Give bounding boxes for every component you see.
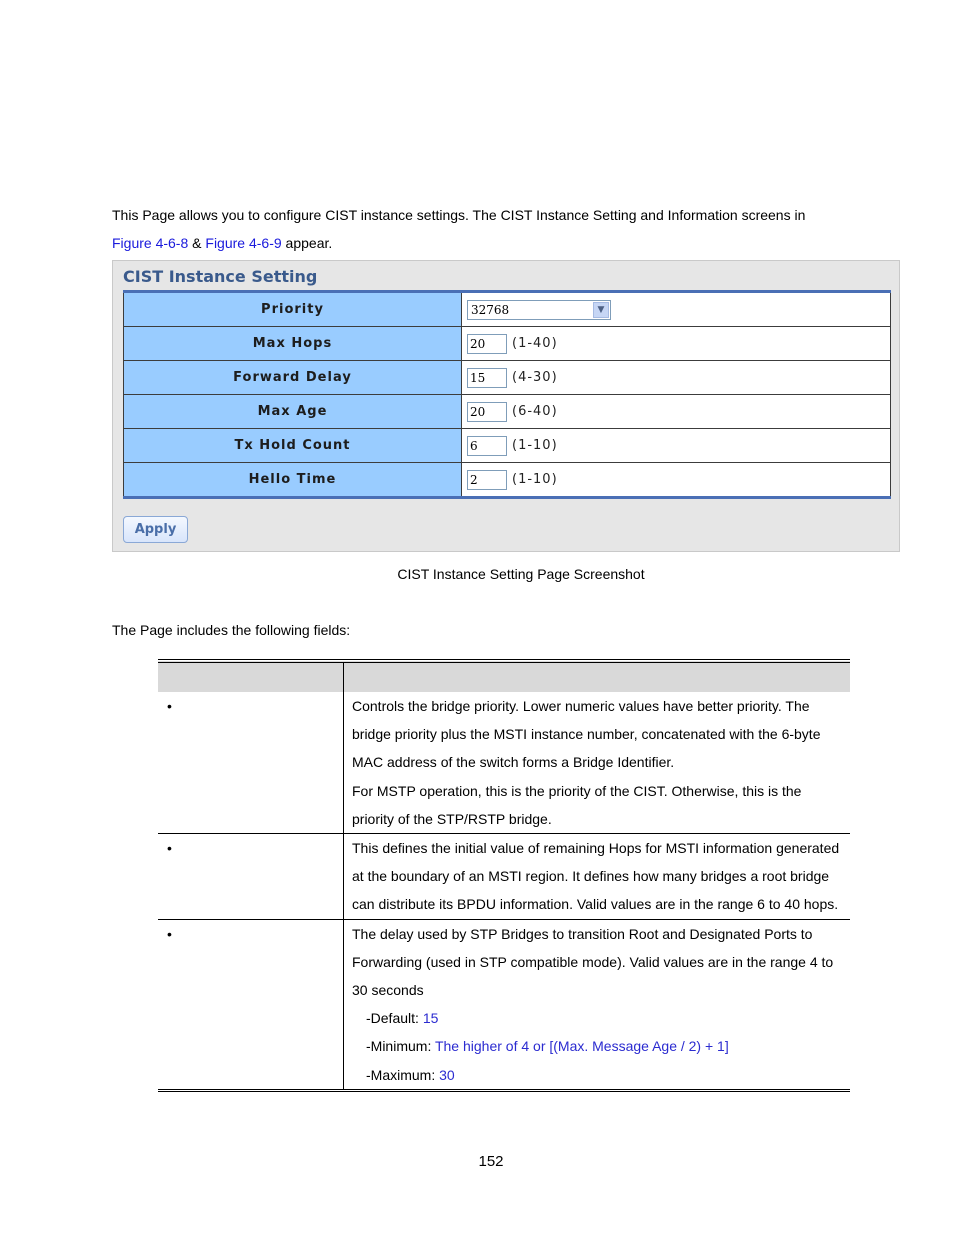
setting-value-cell bbox=[462, 429, 891, 463]
header-description-cell bbox=[344, 661, 851, 692]
setting-row-max-age bbox=[124, 395, 891, 429]
page-number: 152 bbox=[478, 1153, 504, 1170]
figure-link-2[interactable]: Figure 4-6-9 bbox=[205, 235, 282, 251]
figure-link-1[interactable]: Figure 4-6-8 bbox=[112, 235, 189, 251]
intro-amp: & bbox=[188, 235, 206, 251]
priority-selected-value: 32768 bbox=[471, 302, 510, 317]
apply-button[interactable]: Apply bbox=[123, 516, 188, 543]
setting-row-tx-hold-count bbox=[124, 429, 891, 463]
bullet-icon: • bbox=[167, 925, 172, 942]
panel-title: CIST Instance Setting bbox=[123, 267, 318, 286]
default-line bbox=[352, 1004, 850, 1032]
maximum-line bbox=[352, 1061, 850, 1089]
object-cell bbox=[158, 692, 344, 834]
max-hops-input[interactable]: 20 bbox=[467, 334, 507, 354]
maximum-value: 30 bbox=[439, 1066, 455, 1083]
description-line: For MSTP operation, this is the priority of the CIST. Otherwise, this is the bbox=[352, 782, 802, 799]
description-line: can distribute its BPDU information. Valid values are in the range 6 to 40 hops. bbox=[352, 896, 839, 913]
forward-delay-input[interactable]: 15 bbox=[467, 368, 507, 388]
description-cell bbox=[344, 834, 851, 920]
fields-table bbox=[158, 659, 850, 1092]
setting-label: Priority bbox=[124, 292, 462, 327]
bullet-icon: • bbox=[167, 698, 172, 714]
setting-value-cell bbox=[462, 292, 891, 327]
figure-caption: CIST Instance Setting Page Screenshot bbox=[397, 566, 645, 582]
setting-label: Hello Time bbox=[124, 463, 462, 498]
chevron-down-icon[interactable]: ▼ bbox=[593, 302, 609, 318]
description-line: at the boundary of an MSTI region. It defines how many bridges a root bridge bbox=[352, 868, 830, 885]
description-cell bbox=[344, 692, 851, 834]
description-line: The delay used by STP Bridges to transition Root and Designated Ports to bbox=[352, 925, 813, 942]
description-line: priority of the STP/RSTP bridge. bbox=[352, 810, 552, 827]
tx-hold-count-range: (1-10) bbox=[512, 438, 558, 453]
table-row bbox=[158, 692, 850, 834]
setting-value-cell bbox=[462, 327, 891, 361]
setting-label: Max Hops bbox=[124, 327, 462, 361]
default-value: 15 bbox=[422, 1010, 439, 1027]
table-row bbox=[158, 919, 850, 1090]
description-cell bbox=[344, 919, 851, 1090]
max-age-input[interactable]: 20 bbox=[467, 402, 507, 422]
description-line: This defines the initial value of remaining Hops for MSTI information generated bbox=[352, 840, 840, 857]
max-age-range: (6-40) bbox=[512, 404, 558, 419]
setting-value-cell bbox=[462, 361, 891, 395]
table-header-row bbox=[158, 661, 850, 692]
cist-settings-table bbox=[123, 290, 891, 499]
setting-label: Forward Delay bbox=[124, 361, 462, 395]
description-line: MAC address of the switch forms a Bridge Identifier. bbox=[352, 754, 675, 771]
table-row bbox=[158, 834, 850, 920]
description-line: Forwarding (used in STP compatible mode). Valid values are in the range 4 to bbox=[352, 953, 834, 970]
minimum-line bbox=[352, 1032, 850, 1060]
fields-intro: The Page includes the following fields: bbox=[112, 622, 351, 638]
intro-paragraph bbox=[112, 201, 872, 257]
header-object-cell bbox=[158, 661, 344, 692]
description-line: bridge priority plus the MSTI instance number, concatenated with the 6-byte bbox=[352, 726, 821, 743]
object-cell bbox=[158, 834, 344, 920]
hello-time-range: (1-10) bbox=[512, 472, 558, 487]
hello-time-input[interactable]: 2 bbox=[467, 470, 507, 490]
setting-row-forward-delay bbox=[124, 361, 891, 395]
intro-text: This Page allows you to configure CIST instance settings. The CIST Instance Setting and Information screens in bbox=[112, 207, 806, 223]
forward-delay-range: (4-30) bbox=[512, 370, 558, 385]
setting-value-cell bbox=[462, 463, 891, 498]
minimum-label: -Minimum: bbox=[366, 1038, 435, 1055]
maximum-label: -Maximum: bbox=[366, 1066, 440, 1083]
description-line: Controls the bridge priority. Lower numeric values have better priority. The bbox=[352, 698, 810, 714]
max-hops-range: (1-40) bbox=[512, 336, 558, 351]
tx-hold-count-input[interactable]: 6 bbox=[467, 436, 507, 456]
setting-value-cell bbox=[462, 395, 891, 429]
priority-select[interactable] bbox=[467, 300, 611, 320]
cist-instance-setting-screenshot bbox=[112, 260, 900, 552]
minimum-value: The higher of 4 or [(Max. Message Age / 2) + 1] bbox=[434, 1038, 729, 1055]
intro-tail: appear. bbox=[281, 235, 333, 251]
bullet-icon: • bbox=[167, 840, 172, 857]
setting-row-priority bbox=[124, 292, 891, 327]
description-line: 30 seconds bbox=[352, 982, 424, 999]
setting-row-hello-time bbox=[124, 463, 891, 498]
setting-label: Max Age bbox=[124, 395, 462, 429]
default-label: -Default: bbox=[366, 1010, 423, 1027]
setting-label: Tx Hold Count bbox=[124, 429, 462, 463]
setting-row-max-hops bbox=[124, 327, 891, 361]
object-cell bbox=[158, 919, 344, 1090]
